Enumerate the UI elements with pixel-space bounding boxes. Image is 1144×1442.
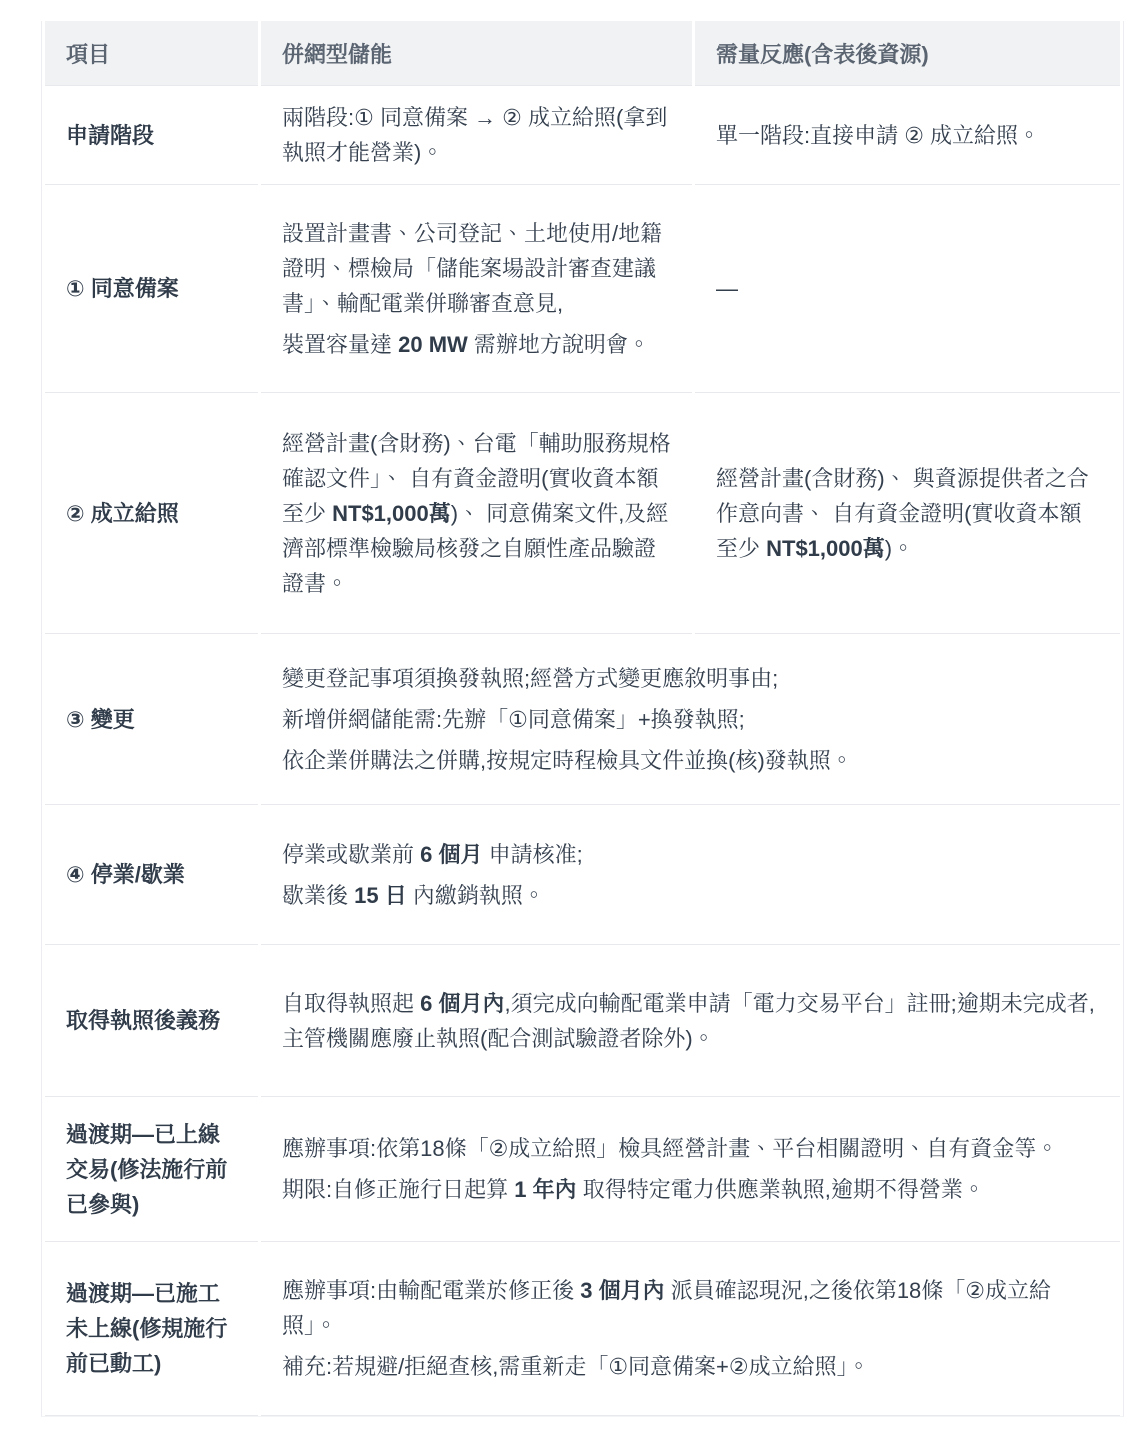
row-label: ② 成立給照	[45, 393, 258, 634]
cell	[261, 805, 1120, 945]
row-label: 過渡期—已施工未上線(修規施行前已動工)	[45, 1242, 258, 1416]
cell-paragraph: 裝置容量達 20 MW 需辦地方說明會。	[282, 331, 650, 357]
table-row	[45, 634, 1120, 805]
table-body	[45, 86, 1120, 1416]
table-row	[45, 393, 1120, 634]
header-cell-grid-storage: 併網型儲能	[261, 21, 692, 86]
cell	[695, 86, 1120, 185]
cell-paragraph: 應辦事項:依第18條「②成立給照」檢具經營計畫、平台相關證明、自有資金等。	[282, 1136, 1059, 1161]
cell-paragraph: 歇業後 15 日 內繳銷執照。	[282, 882, 545, 908]
table-row	[45, 185, 1120, 393]
row-label: ④ 停業/歇業	[45, 805, 258, 945]
cell	[261, 185, 692, 393]
cell	[261, 393, 692, 634]
cell-paragraph: 自取得執照起 6 個月內,須完成向輸配電業申請「電力交易平台」註冊;逾期未完成者,主管機關應廢止執照(配合測試驗證者除外)。	[282, 990, 1095, 1051]
row-label: ① 同意備案	[45, 185, 258, 393]
row-label: ③ 變更	[45, 634, 258, 805]
cell	[261, 945, 1120, 1097]
cell-paragraph: 經營計畫(含財務)、 與資源提供者之合作意向書、 自有資金證明(實收資本額至少 NT$1,000萬)。	[716, 465, 1089, 561]
table-header-row	[45, 21, 1120, 86]
cell-paragraph: 新增併網儲能需:先辦「①同意備案」+換發執照;	[282, 706, 745, 732]
row-label: 過渡期—已上線交易(修法施行前已參與)	[45, 1097, 258, 1242]
cell-paragraph: 單一階段:直接申請 ② 成立給照。	[716, 122, 1041, 148]
cell	[261, 1097, 1120, 1242]
comparison-table-wrap	[41, 21, 1124, 1417]
cell	[695, 185, 1120, 393]
table-row	[45, 86, 1120, 185]
cell-paragraph: 停業或歇業前 6 個月 申請核准;	[282, 841, 583, 867]
cell-paragraph: 經營計畫(含財務)、台電「輔助服務規格確認文件」、 自有資金證明(實收資本額至少 NT$1,000萬)、 同意備案文件,及經濟部標準檢驗局核發之自願性產品驗證證書。	[282, 430, 671, 596]
header-cell-demand-response: 需量反應(含表後資源)	[695, 21, 1120, 86]
table-row	[45, 1242, 1120, 1416]
comparison-table	[42, 21, 1123, 1416]
table-row	[45, 1097, 1120, 1242]
cell-paragraph: 依企業併購法之併購,按規定時程檢具文件並換(核)發執照。	[282, 747, 853, 773]
table-row	[45, 945, 1120, 1097]
table-row	[45, 805, 1120, 945]
cell-paragraph: 期限:自修正施行日起算 1 年內 取得特定電力供應業執照,逾期不得營業。	[282, 1177, 985, 1202]
cell-paragraph: 設置計畫書、公司登記、土地使用/地籍證明、標檢局「儲能案場設計審查建議書」、輸配電業併聯審查意見,	[282, 220, 663, 316]
cell	[261, 86, 692, 185]
row-label: 取得執照後義務	[45, 945, 258, 1097]
cell-paragraph: 補充:若規避/拒絕查核,需重新走「①同意備案+②成立給照」。	[282, 1354, 870, 1379]
cell-paragraph: 變更登記事項須換發執照;經營方式變更應敘明事由;	[282, 665, 779, 691]
cell-paragraph: 兩階段:① 同意備案 → ② 成立給照(拿到執照才能營業)。	[282, 105, 668, 165]
cell-paragraph: 應辦事項:由輸配電業於修正後 3 個月內 派員確認現況,之後依第18條「②成立給照」。	[282, 1278, 1052, 1338]
cell	[695, 393, 1120, 634]
cell	[261, 634, 1120, 805]
header-cell-item: 項目	[45, 21, 258, 86]
cell-paragraph: —	[716, 276, 738, 301]
row-label: 申請階段	[45, 86, 258, 185]
cell	[261, 1242, 1120, 1416]
